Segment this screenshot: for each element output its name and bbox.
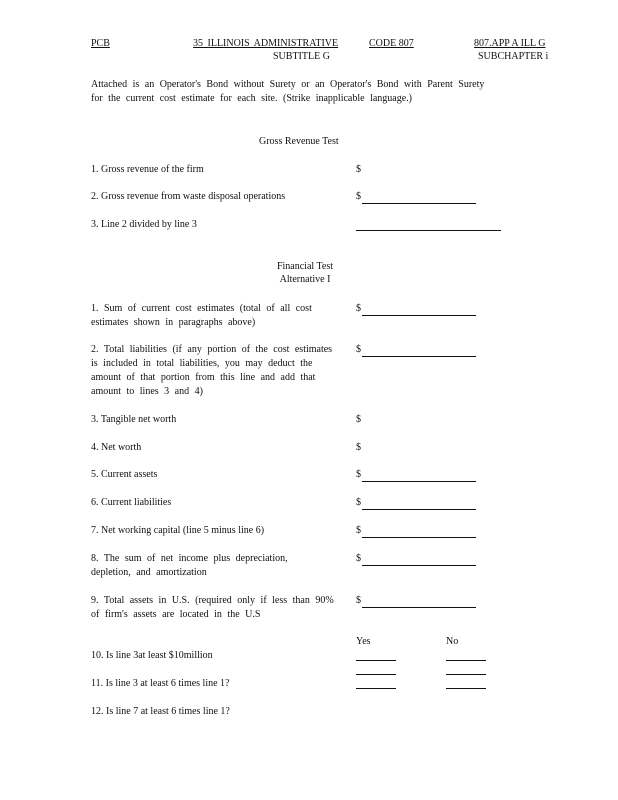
dollar-sign: $ (356, 525, 361, 536)
gross-item-3: 3. Line 2 divided by line 3 (91, 219, 197, 230)
answer-line[interactable] (362, 509, 476, 510)
answer-line[interactable] (362, 315, 476, 316)
financial-test-heading: Financial Test (276, 261, 334, 272)
financial-item-6: 6. Current liabilities (91, 497, 172, 508)
intro-paragraph: Attached is an Operator's Bond without Surety or an Operator's Bond with Parent Surety for the current cost estimate for each site. (Strike inapplicable language.) (91, 79, 485, 104)
financial-item-4: 4. Net worth (91, 442, 142, 453)
dollar-sign: $ (356, 595, 361, 606)
financial-item-7: 7. Net working capital (line 5 minus line 6) (91, 525, 265, 536)
answer-line[interactable] (362, 481, 476, 482)
financial-item-2: 2. Total liabilities (if any portion of the cost estimates is included in total liabilities, you may deduct the amount of that portion from this line and add that amount to lines 3 and 4) (91, 344, 333, 397)
yes-answer-line[interactable] (356, 688, 396, 689)
alternative-heading: Alternative I (279, 274, 331, 285)
dollar-sign: $ (356, 344, 361, 355)
header-section: 807.APP A ILL G (474, 38, 546, 49)
gross-item-1: 1. Gross revenue of the firm (91, 164, 204, 175)
financial-item-5: 5. Current assets (91, 469, 158, 480)
yes-answer-line[interactable] (356, 674, 396, 675)
financial-item-8: 8. The sum of net income plus depreciation, depletion, and amortization (91, 553, 288, 578)
header-subtitle: SUBTITLE G (273, 51, 330, 62)
financial-item-1: 1. Sum of current cost estimates (total of all cost estimates shown in paragraphs above) (91, 303, 312, 328)
answer-line[interactable] (362, 537, 476, 538)
header-code: CODE 807 (369, 38, 414, 49)
answer-line[interactable] (362, 203, 476, 204)
yes-label: Yes (356, 636, 371, 647)
dollar-sign: $ (356, 469, 361, 480)
answer-line[interactable] (362, 356, 476, 357)
question-11: 11. Is line 3 at least 6 times line 1? (91, 678, 230, 689)
no-answer-line[interactable] (446, 674, 486, 675)
answer-line[interactable] (362, 607, 476, 608)
header-title: 35 ILLINOIS ADMINISTRATIVE (193, 38, 339, 49)
dollar-sign: $ (356, 303, 361, 314)
question-12: 12. Is line 7 at least 6 times line 1? (91, 706, 230, 717)
gross-item-2: 2. Gross revenue from waste disposal operations (91, 191, 286, 202)
dollar-sign: $ (356, 497, 361, 508)
dollar-sign: $ (356, 442, 361, 453)
financial-item-3: 3. Tangible net worth (91, 414, 177, 425)
dollar-sign: $ (356, 414, 361, 425)
gross-revenue-heading: Gross Revenue Test (259, 136, 339, 147)
header-left: PCB (91, 38, 110, 49)
no-answer-line[interactable] (446, 688, 486, 689)
financial-item-9: 9. Total assets in U.S. (required only if less than 90% of firm's assets are located in the U.S (91, 595, 334, 620)
header-subchapter: SUBCHAPTER i (478, 51, 549, 62)
dollar-sign: $ (356, 164, 361, 175)
yes-answer-line[interactable] (356, 660, 396, 661)
dollar-sign: $ (356, 553, 361, 564)
question-10: 10. Is line 3at least $10million (91, 650, 213, 661)
answer-line[interactable] (356, 230, 501, 231)
answer-line[interactable] (362, 565, 476, 566)
dollar-sign: $ (356, 191, 361, 202)
no-label: No (446, 636, 459, 647)
no-answer-line[interactable] (446, 660, 486, 661)
